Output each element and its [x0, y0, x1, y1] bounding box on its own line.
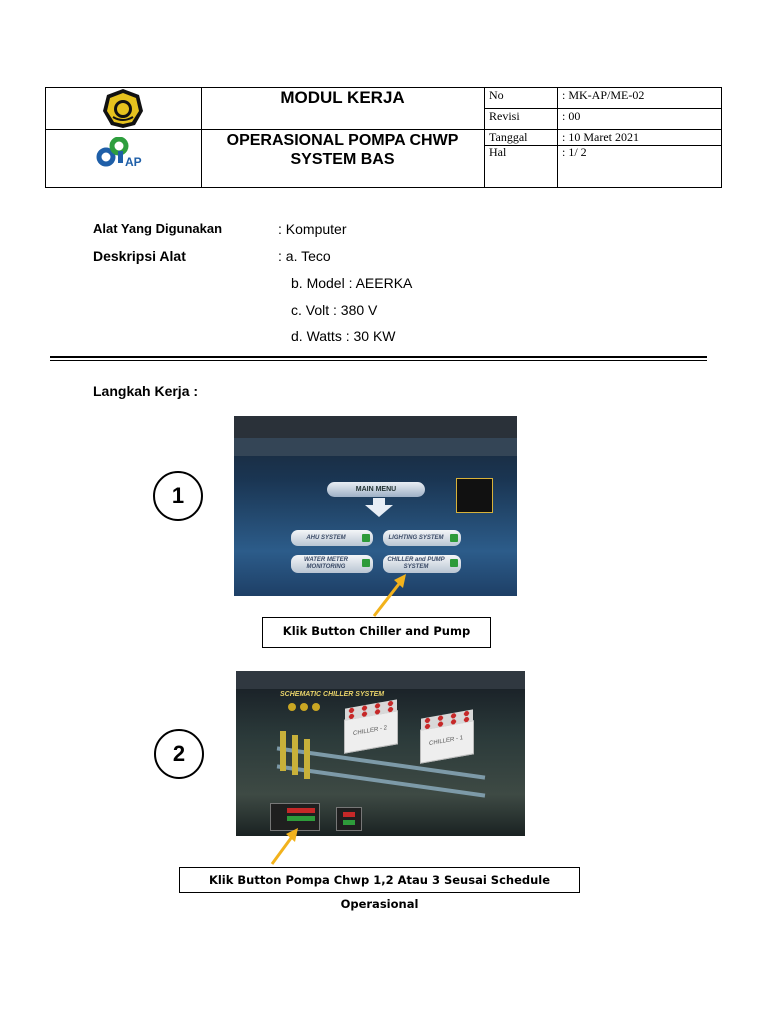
- alat-value: : Komputer: [278, 221, 347, 237]
- chiller-unit-1: [420, 720, 474, 764]
- chiller-control-panel: [336, 807, 362, 831]
- step-number-1: 1: [153, 471, 203, 521]
- divider: [50, 360, 707, 361]
- status-light-icon: [312, 703, 320, 711]
- pump-chwp-1[interactable]: [280, 731, 286, 771]
- divider: [50, 356, 707, 358]
- ap-logo-text: AP: [125, 155, 142, 169]
- emblem-logo: [456, 478, 493, 513]
- status-light-icon: [288, 703, 296, 711]
- header-title-main: [201, 131, 484, 169]
- meta-value-tanggal: : 10 Maret 2021: [562, 130, 639, 144]
- screenshot-toolbar: [234, 438, 517, 456]
- chiller-pump-label: CHILLER and PUMP SYSTEM: [387, 557, 445, 570]
- status-indicator: [343, 820, 355, 825]
- emblem-logo: [99, 87, 147, 129]
- meta-key-no: No: [489, 88, 504, 102]
- meta-value-no: : MK-AP/ME-02: [562, 88, 645, 102]
- ahu-system-button[interactable]: [291, 530, 373, 546]
- ap-logo: [95, 137, 155, 173]
- deskripsi-item: b. Model : AEERKA: [291, 275, 413, 291]
- header-title-main-line2: SYSTEM BAS: [290, 151, 395, 168]
- chiller-label: CHILLER - 2: [353, 725, 388, 738]
- water-meter-button[interactable]: [291, 555, 373, 573]
- screenshot-chiller-schematic: [236, 671, 525, 836]
- meta-value-hal: : 1/ 2: [562, 145, 587, 159]
- meta-key-revisi: Revisi: [489, 109, 520, 123]
- header-title-top: MODUL KERJA: [280, 88, 405, 107]
- screenshot-main-menu: [234, 416, 517, 596]
- pointer-arrow-icon: [268, 826, 302, 868]
- screenshot-toolbar: [234, 416, 517, 438]
- status-indicator: [343, 812, 355, 817]
- lighting-system-label: LIGHTING SYSTEM: [388, 535, 444, 541]
- alat-label: Alat Yang Digunakan: [93, 221, 223, 236]
- deskripsi-item: : a. Teco: [278, 248, 331, 264]
- deskripsi-label: Deskripsi Alat: [93, 248, 186, 264]
- deskripsi-item: c. Volt : 380 V: [291, 302, 378, 318]
- chiller-label: CHILLER - 1: [429, 735, 464, 748]
- go-icon: [362, 559, 370, 567]
- steps-heading: Langkah Kerja :: [93, 383, 199, 399]
- main-menu-label: MAIN MENU: [327, 482, 425, 497]
- screenshot-toolbar: [236, 671, 525, 689]
- meta-key-tanggal: Tanggal: [489, 130, 528, 144]
- lighting-system-button[interactable]: [383, 530, 461, 546]
- go-icon: [450, 559, 458, 567]
- status-indicator: [287, 816, 315, 821]
- status-light-icon: [300, 703, 308, 711]
- step-number-2: 2: [154, 729, 204, 779]
- pump-chwp-2[interactable]: [292, 735, 298, 775]
- deskripsi-item: d. Watts : 30 KW: [291, 328, 396, 344]
- ahu-system-label: AHU SYSTEM: [306, 535, 346, 541]
- go-icon: [450, 534, 458, 542]
- down-arrow-icon: [365, 505, 393, 517]
- header-title-main-line1: OPERASIONAL POMPA CHWP: [226, 132, 459, 149]
- pointer-arrow-icon: [370, 570, 410, 620]
- step-1-caption: Klik Button Chiller and Pump: [262, 617, 491, 648]
- schematic-title: SCHEMATIC CHILLER SYSTEM: [280, 691, 385, 698]
- meta-key-hal: Hal: [489, 145, 507, 159]
- status-indicator: [287, 808, 315, 813]
- step-2-caption: Klik Button Pompa Chwp 1,2 Atau 3 Seusai Schedule Operasional: [179, 867, 580, 893]
- chiller-unit-2: [344, 710, 398, 754]
- water-meter-label: WATER METER MONITORING: [304, 557, 348, 570]
- meta-value-revisi: : 00: [562, 109, 581, 123]
- go-icon: [362, 534, 370, 542]
- pump-chwp-3[interactable]: [304, 739, 310, 779]
